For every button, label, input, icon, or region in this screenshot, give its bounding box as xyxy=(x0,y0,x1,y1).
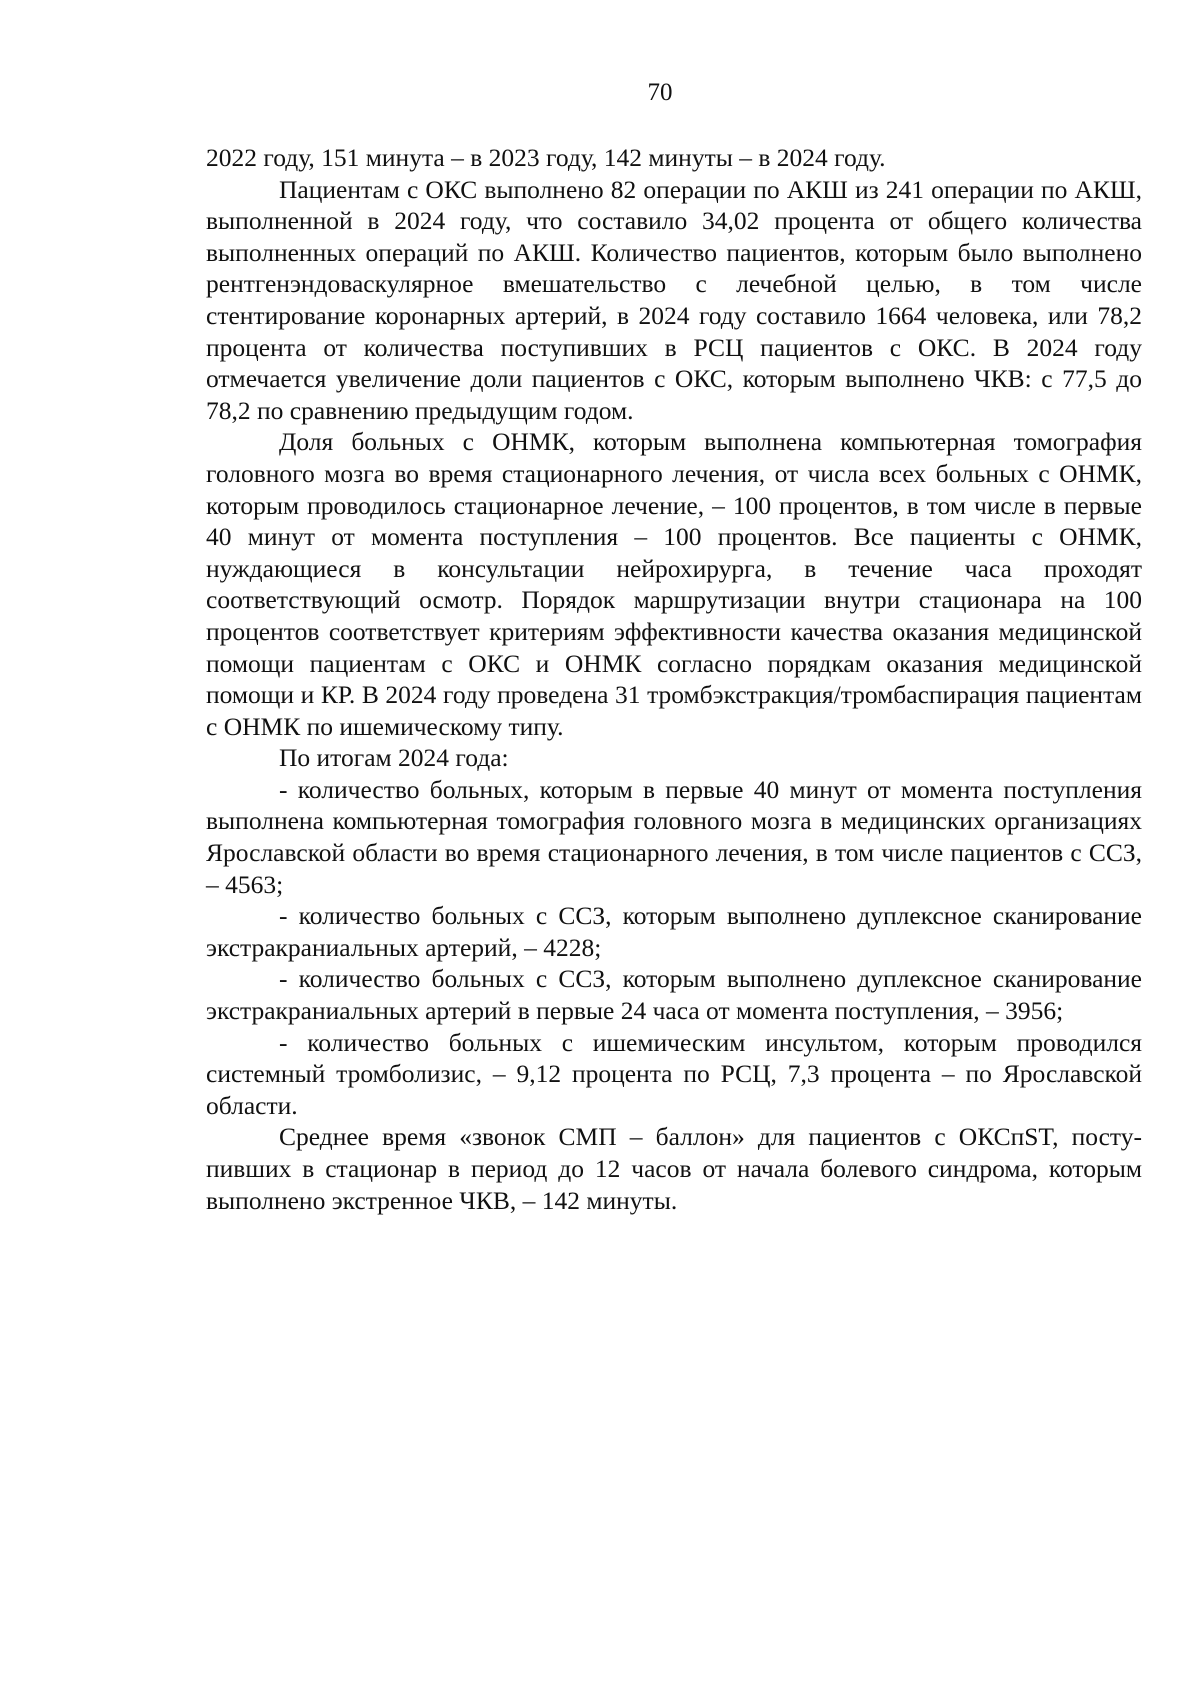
list-item-duplex-scan: - количество больных с ССЗ, которым выполнено дуплексное сканирование экстракраниальных артерий, – 4228; xyxy=(206,901,1142,962)
list-item-duplex-scan-24h: - количество больных с ССЗ, которым выполнено дуплексное сканирование экстракраниальных артерий в первые 24 часа от момента поступления, – 3956; xyxy=(206,964,1142,1026)
document-body xyxy=(206,142,1142,1216)
paragraph-continuation: 2022 году, 151 минута – в 2023 году, 142 минуты – в 2024 году. xyxy=(206,143,886,172)
paragraph-aksh-operations: Пациентам с ОКС выполнено 82 операции по АКШ из 241 операции по АКШ, выполненной в 2024 году, что составило 34,02 процента от общего количества выполненных операций по АКШ. Количество пациентов, которым было выполнено рентгенэндоваскулярное вмешательство с лечебной целью, в том числе стентирование коронарных артерий, в 2024 году составило 1664 человека, или 78,2 процента от количества поступивших в РСЦ пациентов с ОКС. В 2024 году отмечается увеличение доли пациентов с ОКС, которым выполнено ЧКВ: с 77,5 до 78,2 по сравнению предыдущим годом. xyxy=(206,174,1142,425)
list-item-ct-count: - количество больных, которым в первые 40 минут от момента поступления выполнена компьютерная томография головного мозга в медицинских организациях Ярославской области во время стационарного лечения, в том числе пациентов с ССЗ, – 4563; xyxy=(206,774,1142,899)
paragraph-results-intro: По итогам 2024 года: xyxy=(279,743,509,773)
page-number: 70 xyxy=(647,79,673,106)
paragraph-call-to-balloon: Среднее время «звонок СМП – баллон» для пациентов с ОКСпST, поступивших в стационар в период до 12 часов от начала болевого синдрома, которым выполнено экстренное ЧКВ, – 142 минуты. xyxy=(206,1122,1142,1215)
list-item-thrombolysis: - количество больных с ишемическим инсультом, которым проводился системный тромболизис, – 9,12 процента по РСЦ, 7,3 процента – по Ярославской области. xyxy=(206,1027,1142,1120)
paragraph-onmk-tomography: Доля больных с ОНМК, которым выполнена компьютерная томография головного мозга во время стационарного лечения, от числа всех больных с ОНМК, которым проводилось стационарное лечение, – 100 процентов, в том числе в первые 40 минут от момента поступления – 100 процентов. Все пациенты с ОНМК, нуждающиеся в консультации нейрохирурга, в течение часа проходят соответствующий осмотр. Порядок маршрутизации внутри стационара на 100 процентов соответствует критериям эффективности качества оказания медицинской помощи пациентам с ОКС и ОНМК согласно порядкам оказания медицинской помощи и КР. В 2024 году проведена 31 тромбэкстракция/тромбаспирация пациентам с ОНМК по ишемическому типу. xyxy=(206,427,1142,741)
